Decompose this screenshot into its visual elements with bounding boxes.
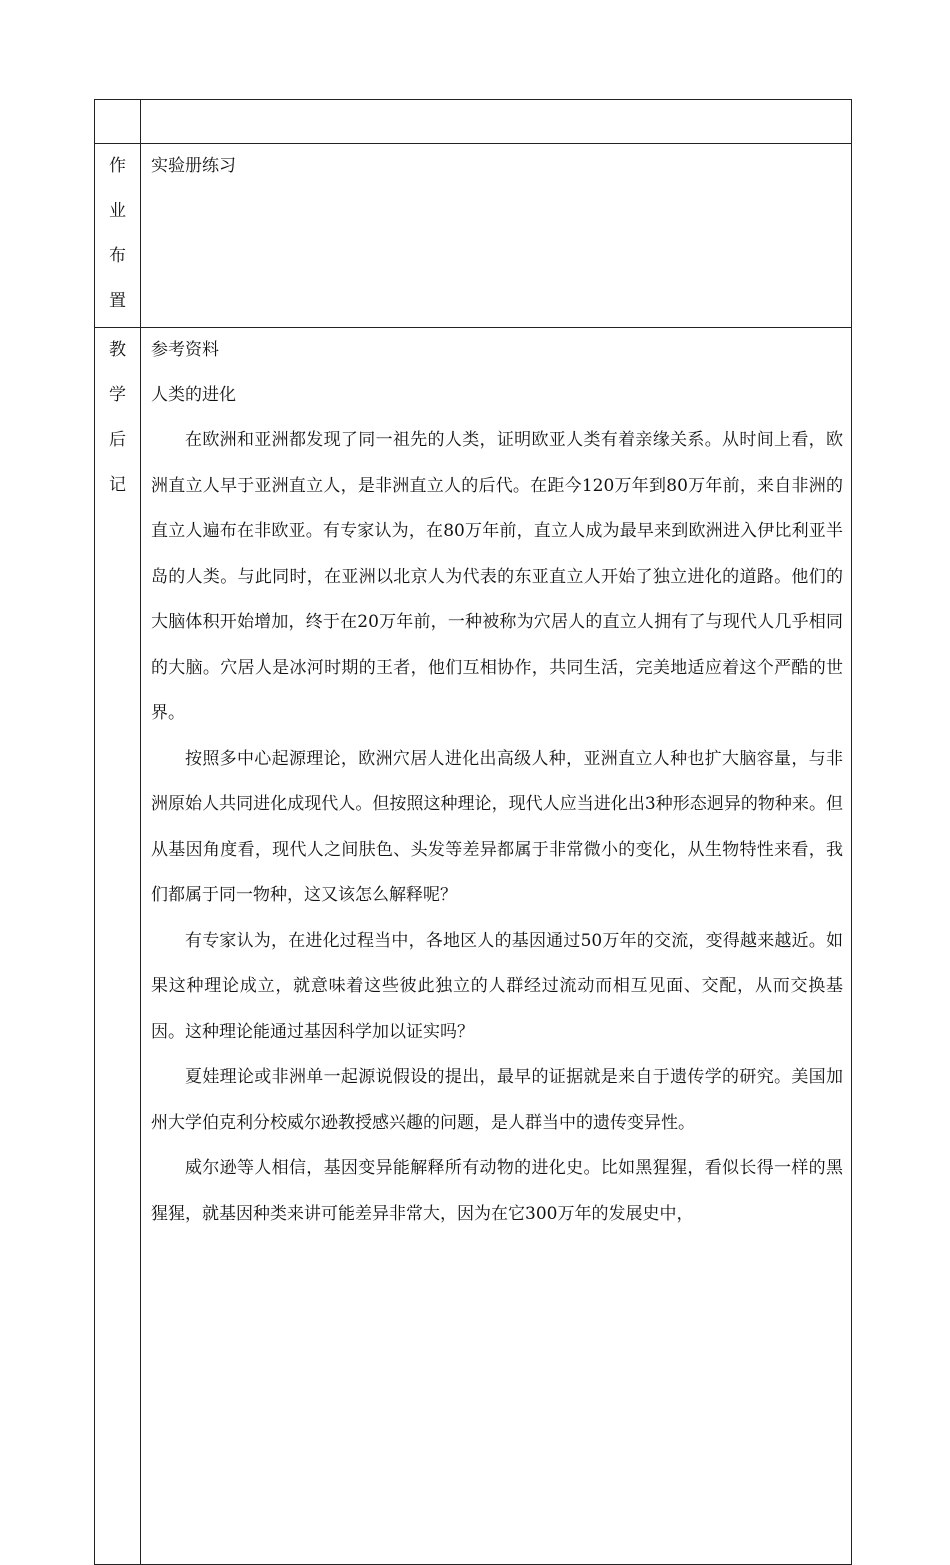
document-table (94, 99, 852, 1565)
reference-heading: 参考资料 (151, 340, 219, 360)
empty-row (95, 100, 852, 144)
article-paragraph: 在欧洲和亚洲都发现了同一祖先的人类，证明欧亚人类有着亲缘关系。从时间上看，欧洲直立人早于亚洲直立人，是非洲直立人的后代。在距今120万年到80万年前，来自非洲的直立人遍布在非欧亚。有专家认为，在80万年前，直立人成为最早来到欧洲进入伊比利亚半岛的人类。与此同时，在亚洲以北京人为代表的东亚直立人开始了独立进化的道路。他们的大脑体积开始增加，终于在20万年前，一种被称为穴居人的直立人拥有了与现代人几乎相同的大脑。穴居人是冰河时期的王者，他们互相协作，共同生活，完美地适应着这个严酷的世界。 (151, 430, 843, 723)
notes-label-cell (95, 328, 141, 1565)
homework-label-char: 布 (109, 246, 126, 266)
article-paragraph: 夏娃理论或非洲单一起源说假设的提出，最早的证据就是来自于遗传学的研究。美国加州大学伯克利分校威尔逊教授感兴趣的问题，是人群当中的遗传变异性。 (151, 1067, 843, 1133)
homework-label-char: 作 (109, 156, 126, 176)
homework-label-char: 业 (109, 201, 126, 221)
homework-content: 实验册练习 (151, 156, 236, 176)
notes-label-char: 教 (109, 340, 126, 360)
article-paragraph: 有专家认为，在进化过程当中，各地区人的基因通过50万年的交流，变得越来越近。如果这种理论成立，就意味着这些彼此独立的人群经过流动而相互见面、交配，从而交换基因。这种理论能通过基因科学加以证实吗？ (151, 930, 843, 1042)
empty-label-cell (95, 100, 141, 144)
homework-row (95, 144, 852, 328)
article-title: 人类的进化 (151, 385, 236, 405)
notes-label-char: 学 (109, 385, 126, 405)
notes-label-char: 后 (109, 430, 126, 450)
homework-content-cell (141, 144, 852, 328)
article-paragraph: 按照多中心起源理论，欧洲穴居人进化出高级人种，亚洲直立人种也扩大脑容量，与非洲原始人共同进化成现代人。但按照这种理论，现代人应当进化出3种形态迥异的物种来。但从基因角度看，现代人之间肤色、头发等差异都属于非常微小的变化，从生物特性来看，我们都属于同一物种，这又该怎么解释呢？ (151, 748, 843, 905)
notes-content-cell (141, 328, 852, 1565)
notes-label-char: 记 (109, 475, 126, 495)
homework-label-cell (95, 144, 141, 328)
notes-row (95, 328, 852, 1565)
empty-content-cell (141, 100, 852, 144)
article-paragraph: 威尔逊等人相信，基因变异能解释所有动物的进化史。比如黑猩猩，看似长得一样的黑猩猩，就基因种类来讲可能差异非常大，因为在它300万年的发展史中， (151, 1158, 843, 1224)
homework-label-char: 置 (109, 291, 126, 311)
